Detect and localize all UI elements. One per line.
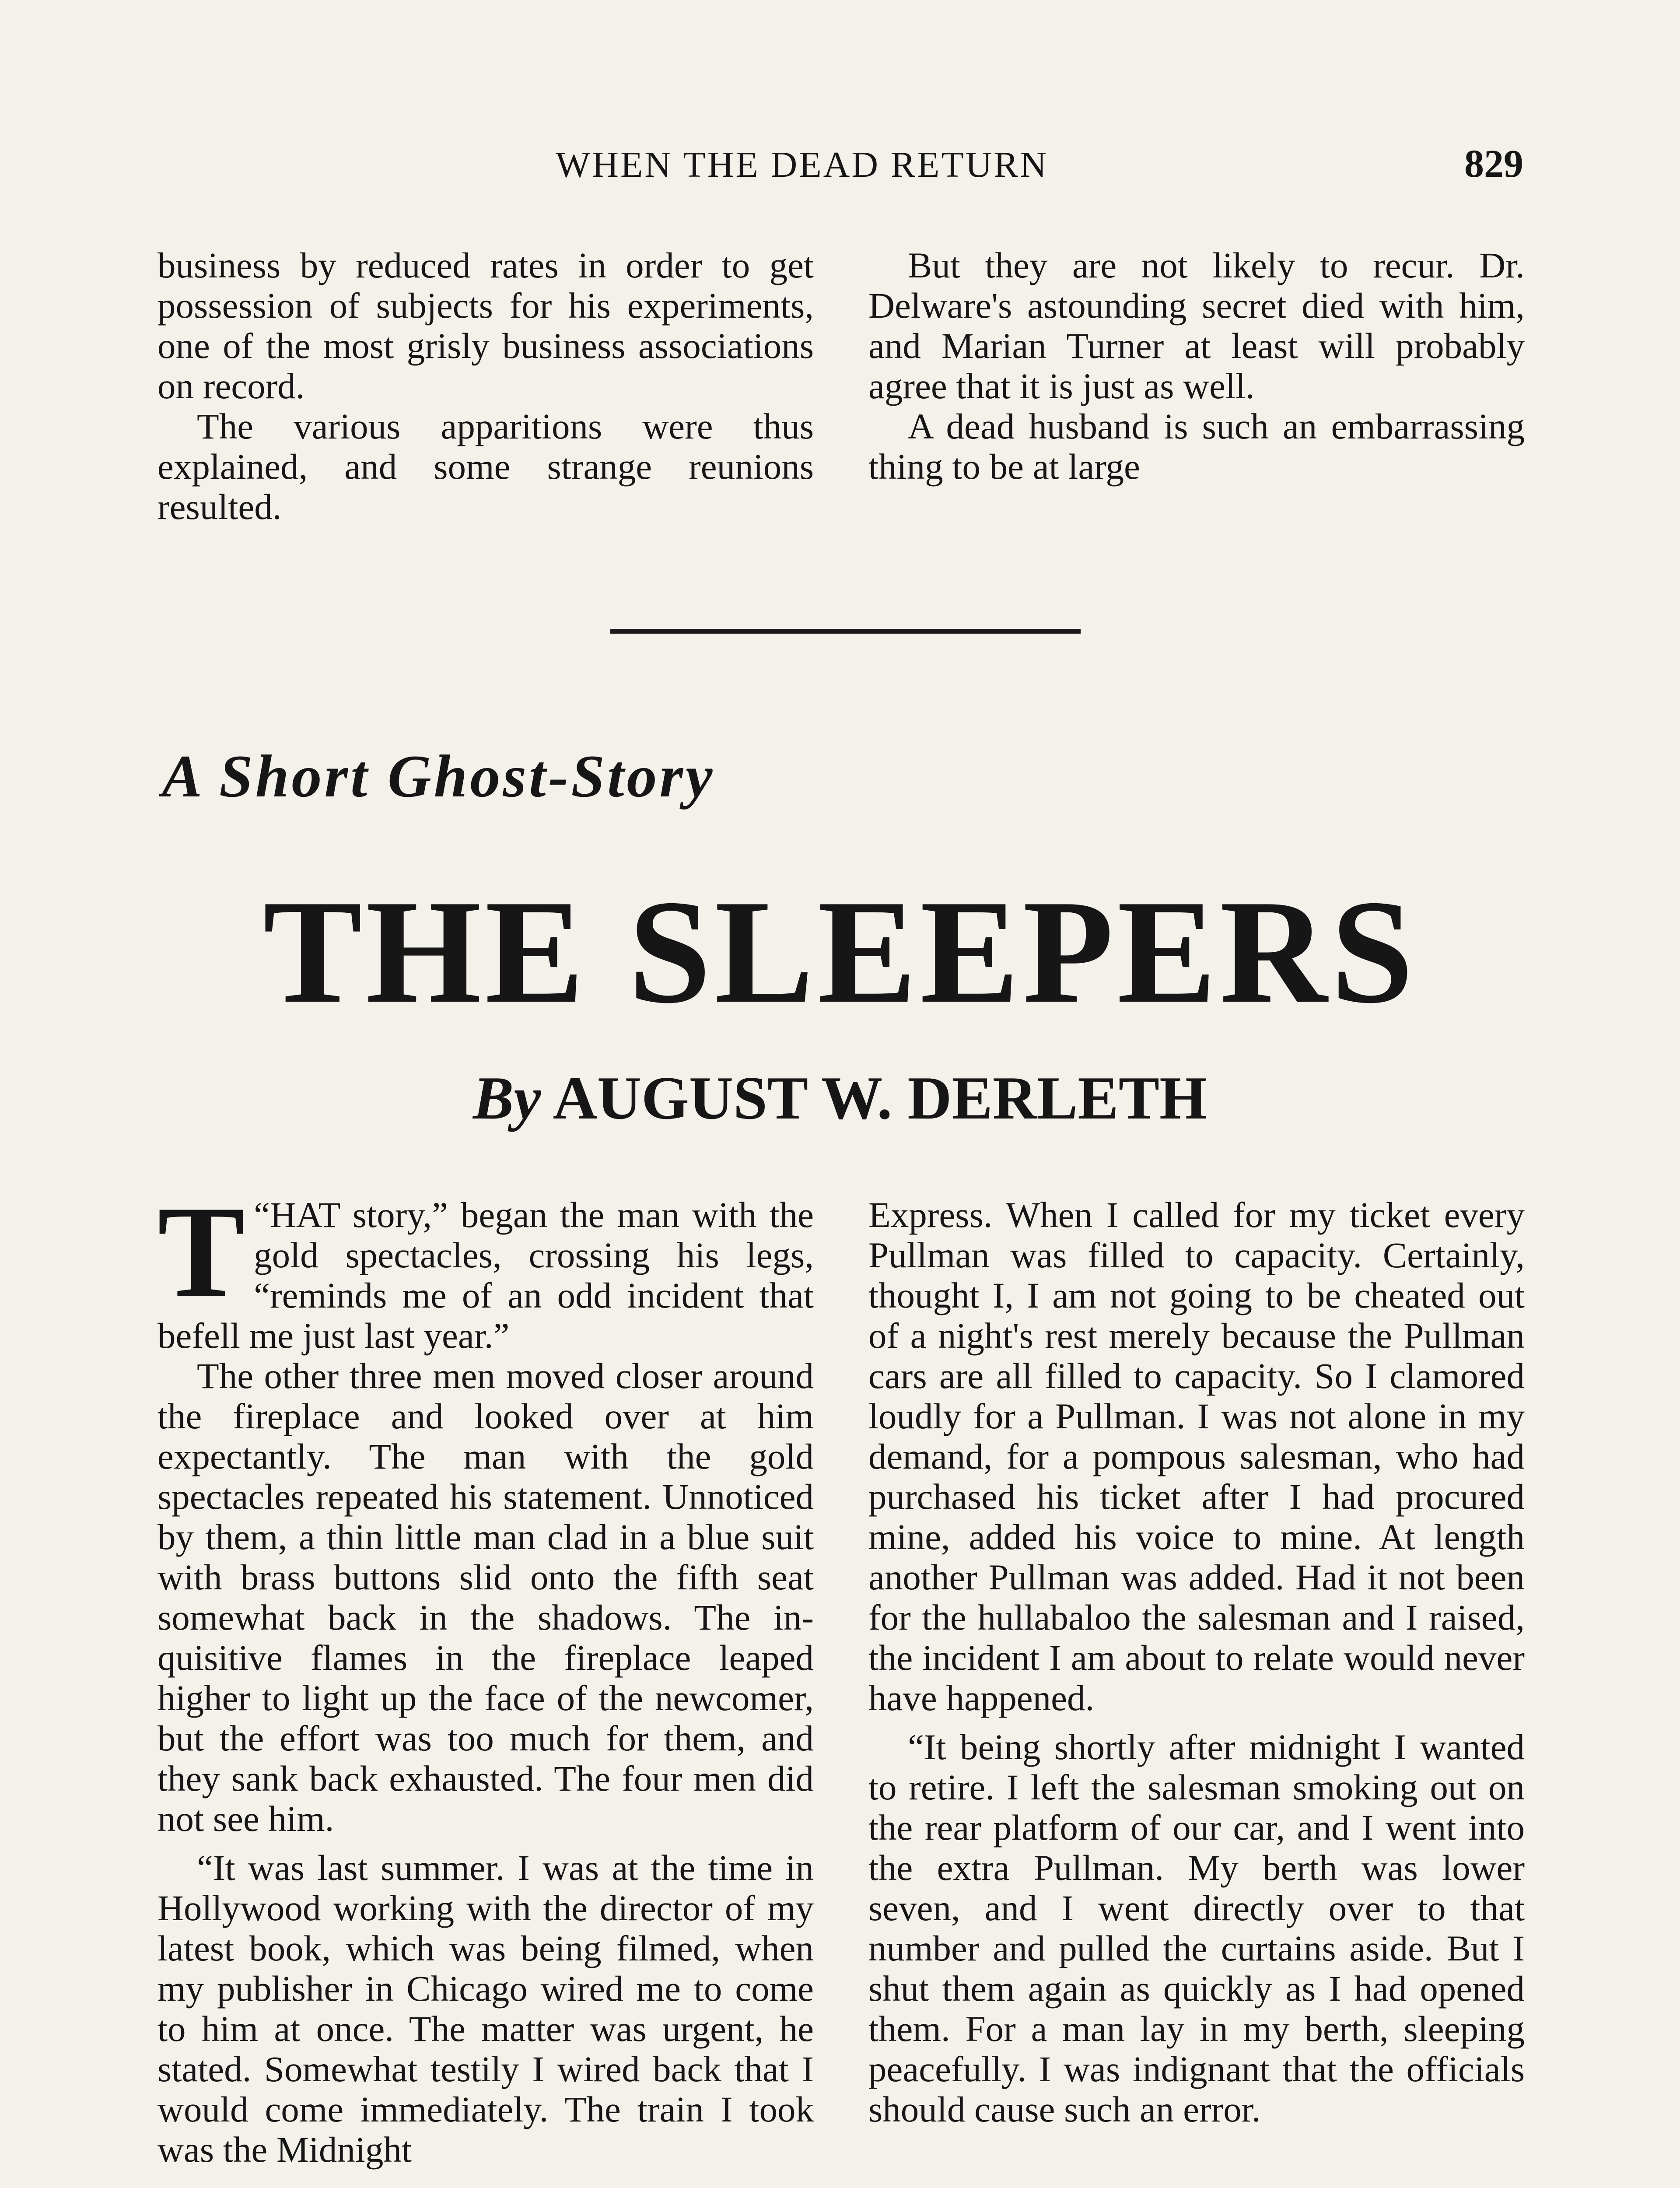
previous-story-left-column — [158, 245, 814, 527]
story-kicker: A Short Ghost-Story — [162, 743, 715, 810]
story-right-column — [868, 1195, 1525, 2129]
paragraph: The various apparitions were thus explained, and some strange reunions resulted. — [158, 406, 814, 527]
paragraph: A dead husband is such an embarrassing thing to be at large — [868, 406, 1525, 487]
byline — [0, 1064, 1680, 1132]
drop-cap: T — [158, 1179, 245, 1324]
paragraph: But they are not likely to recur. Dr. Delware's astounding secret died with him, and Marian Turner at least will probably agree that it is just as well. — [868, 245, 1525, 406]
opening-text: “HAT story,” began the man with the gold spectacles, crossing his legs, “reminds me of an odd incident that befell me just last year.” — [158, 1195, 814, 1356]
author-name: AUGUST W. DERLETH — [553, 1064, 1207, 1132]
paragraph: “It was last summer. I was at the time in Hollywood working with the director of my latest book, which was being filmed, when my publisher in Chicago wired me to come to him at once. The matter was urgent, he stated. Somewhat testily I wired back that I would come immediately. The train I took was the Midnight — [158, 1848, 814, 2170]
section-divider — [610, 629, 1081, 634]
story-title: THE SLEEPERS — [263, 869, 1417, 1034]
running-header-title: WHEN THE DEAD RETURN — [556, 144, 1048, 185]
paragraph: business by reduced rates in order to get possession of subjects for his experiments, one of the most grisly business associations on record. — [158, 245, 814, 406]
paragraph: “It being shortly after midnight I wanted to retire. I left the salesman smoking out on the rear platform of our car, and I went into the extra Pullman. My berth was lower seven, and I went directly over to that number and pulled the curtains aside. But I shut them again as quickly as I had opened them. For a man lay in my berth, sleeping peacefully. I was indignant that the officials should cause such an error. — [868, 1727, 1525, 2129]
story-left-column — [158, 1179, 814, 2170]
byline-prefix: By — [473, 1064, 541, 1132]
opening-paragraph — [158, 1179, 814, 1356]
paragraph: Express. When I called for my ticket every Pullman was filled to capacity. Certainly, thought I, I am not going to be cheated out of a night's rest merely because the Pullman cars are all filled to capacity. So I clamored loudly for a Pullman. I was not alone in my demand, for a pompous salesman, who had purchased his ticket after I had procured mine, added his voice to mine. At length another Pullman was added. Had it not been for the hullabaloo the salesman and I raised, the incident I am about to relate would never have happened. — [868, 1195, 1525, 1718]
paragraph: The other three men moved closer around the fireplace and looked over at him expectantly. The man with the gold spectacles repeated his statement. Unnoticed by them, a thin little man clad in a blue suit with brass buttons slid onto the fifth seat somewhat back in the shadows. The inquisitive flames in the fireplace leaped higher to light up the face of the newcomer, but the effort was too much for them, and they sank back exhausted. The four men did not see him. — [158, 1356, 814, 1839]
page-number: 829 — [1464, 142, 1523, 186]
previous-story-right-column — [868, 245, 1525, 487]
